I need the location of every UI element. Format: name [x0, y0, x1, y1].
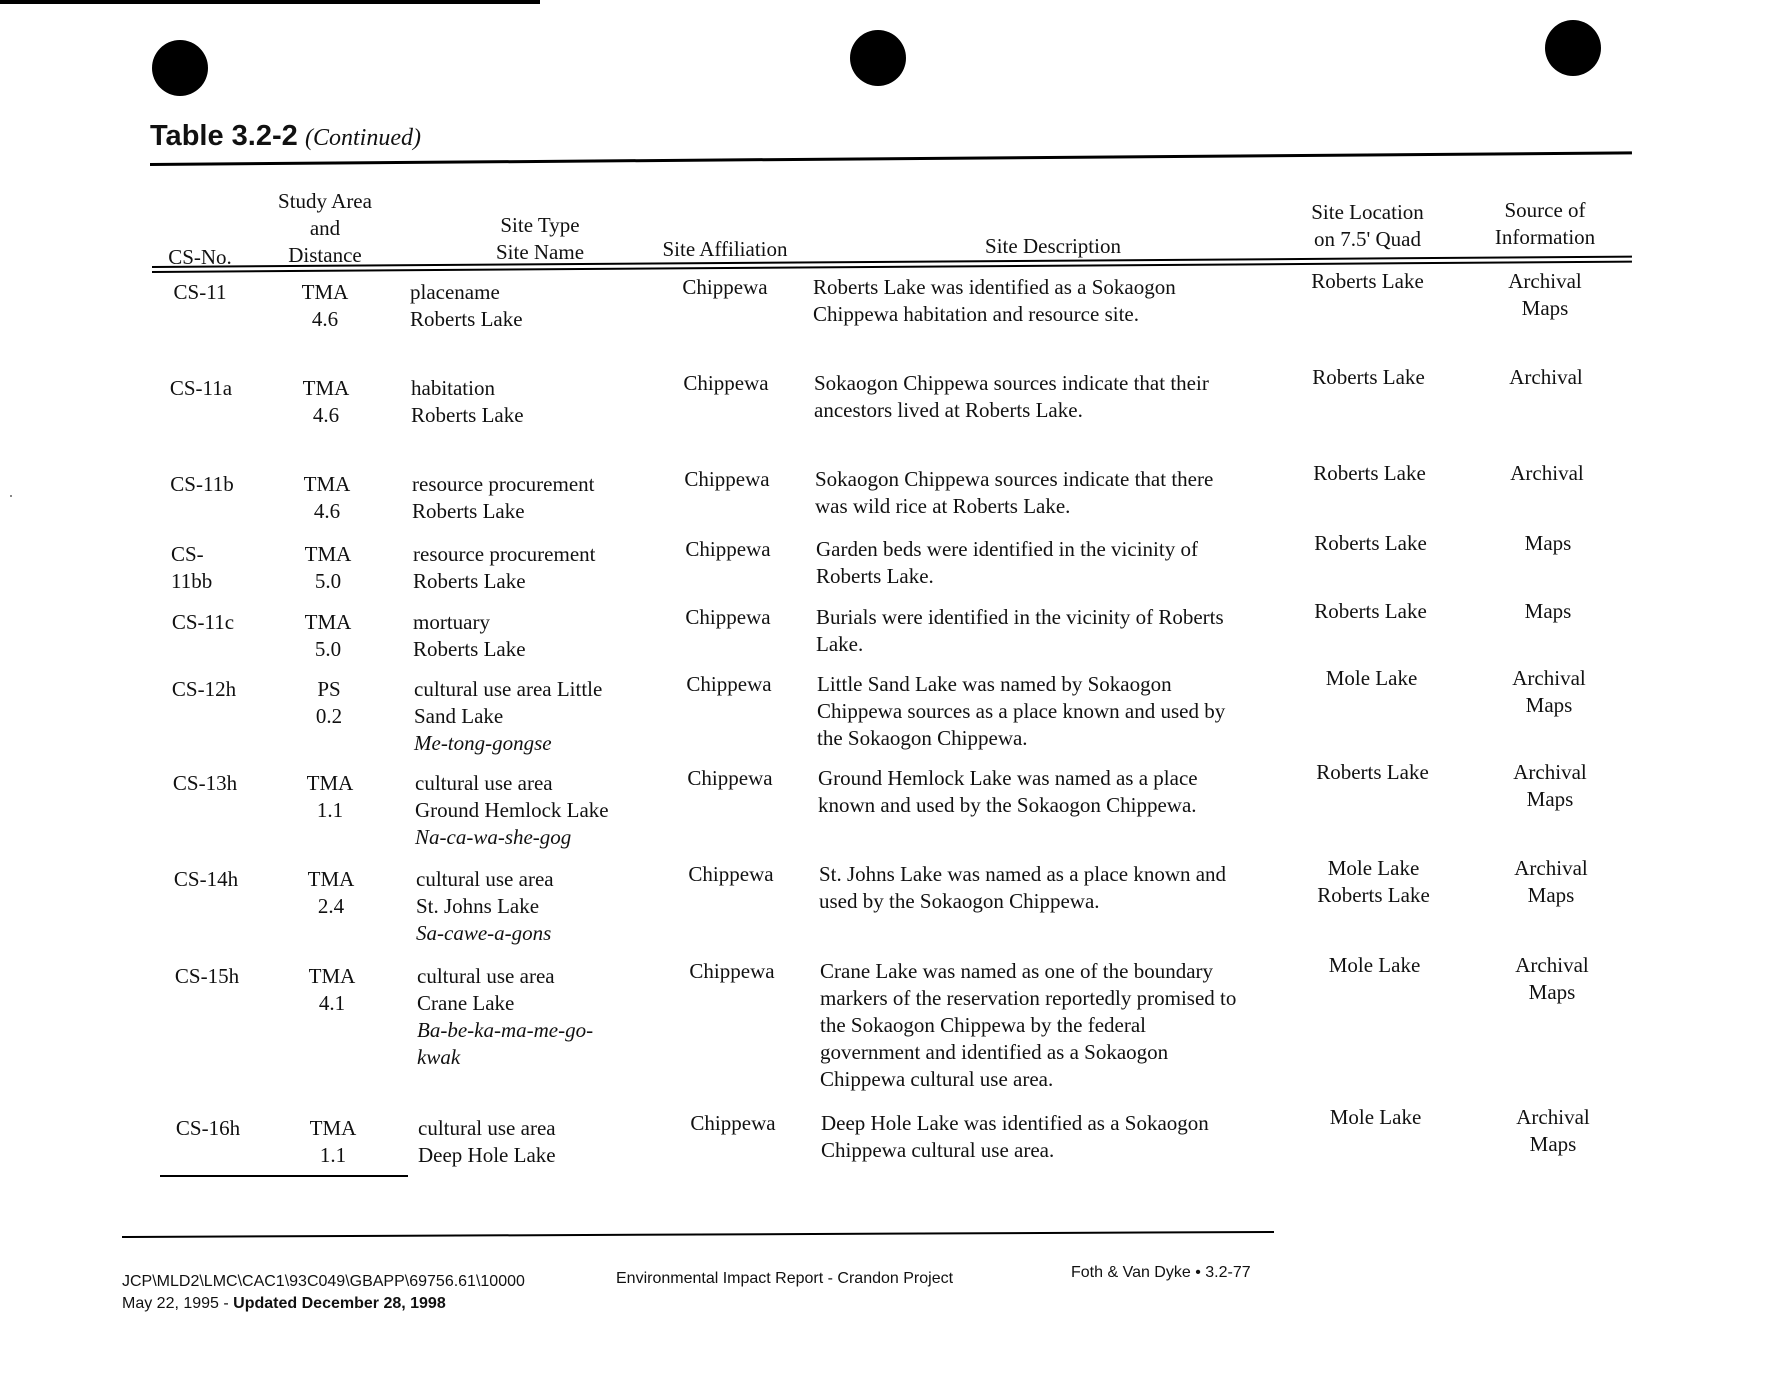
footer-page: Foth & Van Dyke • 3.2-77 [1071, 1264, 1251, 1281]
source-cell: Archival Maps [1514, 856, 1588, 907]
site-location-cell: Roberts Lake [1314, 531, 1427, 555]
site-location-cell: Mole Lake Roberts Lake [1317, 856, 1430, 907]
header-cs-no: CS-No. [168, 245, 232, 269]
site-affiliation-cell: Chippewa [687, 766, 773, 790]
cs-number-cell: CS- 11bb [171, 542, 213, 593]
source-cell: Archival Maps [1515, 953, 1589, 1004]
site-type-cell [414, 676, 674, 757]
site-type-text: cultural use area Ground Hemlock Lake [415, 771, 609, 822]
footer-updated: Updated December 28, 1998 [233, 1295, 446, 1312]
study-area-cell: TMA 5.0 [304, 542, 352, 593]
site-location-cell: Roberts Lake [1312, 365, 1425, 389]
site-type-text: habitation Roberts Lake [411, 376, 524, 427]
site-affiliation-cell: Chippewa [688, 862, 774, 886]
site-description-cell: Crane Lake was named as one of the boundary markers of the reservation reportedly promised to the Sokaogon Chippewa by the federal government and identified as a Sokaogon Chippewa cultural use area. [820, 959, 1237, 1091]
site-description-cell: Ground Hemlock Lake was named as a place known and used by the Sokaogon Chippewa. [818, 766, 1198, 817]
header-site-type: Site Type Site Name [495, 213, 585, 264]
source-cell: Archival Maps [1508, 269, 1582, 320]
site-affiliation-cell: Chippewa [689, 959, 775, 983]
site-type-cell [416, 866, 676, 947]
study-area-cell: TMA 1.1 [306, 771, 354, 822]
site-description-cell: Roberts Lake was identified as a Sokaogon Chippewa habitation and resource site. [813, 275, 1176, 326]
table-number: Table 3.2-2 [150, 120, 298, 152]
source-cell: Archival [1510, 461, 1584, 485]
table-top-rule [150, 151, 1632, 166]
site-affiliation-cell: Chippewa [690, 1111, 776, 1135]
site-description-cell: Garden beds were identified in the vicinity of Roberts Lake. [816, 537, 1198, 588]
cs-number-cell: CS-11 [173, 280, 227, 304]
site-type-cell [418, 1115, 678, 1169]
table-end-rule [160, 1175, 408, 1177]
site-type-text: resource procurement Roberts Lake [412, 472, 595, 523]
cs-number-cell: CS-11c [171, 610, 235, 634]
site-location-cell: Roberts Lake [1313, 461, 1426, 485]
cs-number-cell: CS-11a [169, 376, 233, 400]
punch-hole [152, 40, 208, 96]
site-type-cell [413, 541, 673, 595]
site-location-cell: Mole Lake [1325, 666, 1418, 690]
site-affiliation-cell: Chippewa [682, 275, 768, 299]
native-site-name: Na-ca-wa-she-gog [415, 825, 572, 849]
site-type-text: cultural use area Little Sand Lake [414, 677, 603, 728]
source-cell: Archival Maps [1512, 666, 1586, 717]
site-type-text: cultural use area Deep Hole Lake [418, 1116, 556, 1167]
cs-number-cell: CS-12h [171, 677, 237, 701]
study-area-cell: PS 0.2 [315, 677, 343, 728]
site-description-cell: Sokaogon Chippewa sources indicate that their ancestors lived at Roberts Lake. [814, 371, 1209, 422]
study-area-cell: TMA 2.4 [307, 867, 355, 918]
footer-date: May 22, 1995 - [122, 1295, 234, 1312]
footer-dates [122, 1293, 525, 1315]
site-type-text: cultural use area Crane Lake [417, 964, 555, 1015]
site-affiliation-cell: Chippewa [685, 537, 771, 561]
study-area-cell: TMA 1.1 [309, 1116, 357, 1167]
site-type-cell [410, 279, 670, 333]
site-type-text: placename Roberts Lake [410, 280, 523, 331]
study-area-cell: TMA 4.6 [303, 472, 351, 523]
cs-number-cell: CS-13h [172, 771, 238, 795]
source-cell: Maps [1524, 531, 1572, 555]
footer-left [122, 1271, 525, 1315]
study-area-cell: TMA 5.0 [304, 610, 352, 661]
header-site-description: Site Description [985, 234, 1121, 258]
footer-rule [122, 1231, 1274, 1238]
site-location-cell: Mole Lake [1329, 1105, 1422, 1129]
scan-speck [10, 495, 12, 497]
study-area-cell: TMA 4.6 [301, 280, 349, 331]
site-location-cell: Roberts Lake [1311, 269, 1424, 293]
cs-number-cell: CS-15h [174, 964, 240, 988]
site-location-cell: Mole Lake [1328, 953, 1421, 977]
site-type-text: mortuary Roberts Lake [413, 610, 526, 661]
site-description-cell: Deep Hole Lake was identified as a Sokaogon Chippewa cultural use area. [821, 1111, 1209, 1162]
footer-path: JCP\MLD2\LMC\CAC1\93C049\GBAPP\69756.61\10000 [122, 1273, 525, 1290]
site-affiliation-cell: Chippewa [683, 371, 769, 395]
site-description-cell: Burials were identified in the vicinity of Roberts Lake. [816, 605, 1224, 656]
site-type-cell [411, 375, 671, 429]
native-site-name: Me-tong-gongse [414, 731, 552, 755]
site-type-text: resource procurement Roberts Lake [413, 542, 596, 593]
punch-hole [850, 30, 906, 86]
site-type-cell [417, 963, 677, 1071]
site-description-cell: Sokaogon Chippewa sources indicate that there was wild rice at Roberts Lake. [815, 467, 1214, 518]
cs-number-cell: CS-14h [173, 867, 239, 891]
native-site-name: Sa-cawe-a-gons [416, 921, 552, 945]
table-title [150, 120, 421, 153]
study-area-cell: TMA 4.1 [308, 964, 356, 1015]
site-type-cell [413, 609, 673, 663]
source-cell: Archival [1509, 365, 1583, 389]
site-affiliation-cell: Chippewa [686, 672, 772, 696]
cs-number-cell: CS-11b [170, 472, 234, 496]
header-site-affiliation: Site Affiliation [662, 237, 788, 261]
source-cell: Maps [1524, 599, 1572, 623]
site-location-cell: Roberts Lake [1316, 760, 1429, 784]
site-type-text: cultural use area St. Johns Lake [416, 867, 554, 918]
scan-edge-bar [0, 0, 540, 4]
site-affiliation-cell: Chippewa [685, 605, 771, 629]
punch-hole [1545, 20, 1601, 76]
site-description-cell: Little Sand Lake was named by Sokaogon Chippewa sources as a place known and used by the Sokaogon Chippewa. [817, 672, 1226, 750]
site-description-cell: St. Johns Lake was named as a place known and used by the Sokaogon Chippewa. [819, 862, 1227, 913]
footer-report: Environmental Impact Report - Crandon Project [616, 1270, 954, 1287]
site-affiliation-cell: Chippewa [684, 467, 770, 491]
table-continued-note: (Continued) [305, 125, 421, 151]
source-cell: Archival Maps [1516, 1105, 1590, 1156]
cs-number-cell: CS-16h [175, 1116, 241, 1140]
site-location-cell: Roberts Lake [1314, 599, 1427, 623]
header-site-location: Site Location on 7.5' Quad [1311, 200, 1424, 251]
site-type-cell [415, 770, 675, 851]
native-site-name: Ba-be-ka-ma-me-go- kwak [417, 1018, 594, 1069]
site-type-cell [412, 471, 672, 525]
header-source: Source of Information [1494, 198, 1596, 249]
header-study-area: Study Area and Distance [278, 189, 372, 267]
study-area-cell: TMA 4.6 [302, 376, 350, 427]
source-cell: Archival Maps [1513, 760, 1587, 811]
